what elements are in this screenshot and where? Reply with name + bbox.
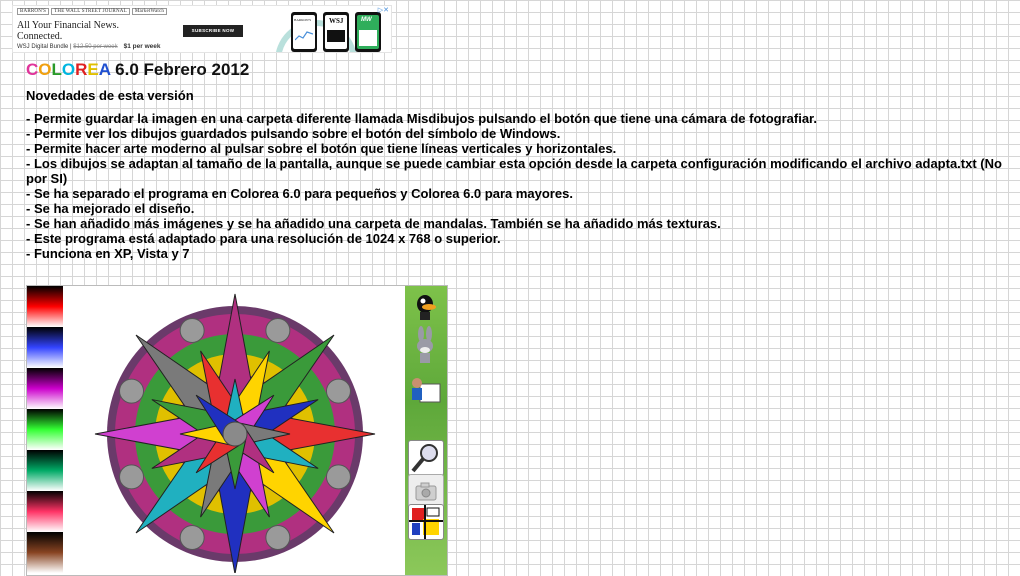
title-letter: A — [98, 60, 111, 79]
magnifier-icon[interactable] — [408, 440, 444, 476]
title-version: 6.0 Febrero 2012 — [110, 60, 250, 79]
ad-brand-marketwatch: MarketWatch — [132, 8, 167, 15]
ad-phone-list — [359, 30, 377, 46]
note-item: - Se ha mejorado el diseño. — [26, 201, 195, 216]
ad-brand-wsj: THE WALL STREET JOURNAL — [51, 8, 130, 15]
title-letter: O — [61, 60, 76, 79]
release-notes — [26, 111, 1006, 261]
ad-price-line: WSJ Digital Bundle | $12.50 per week $1 per week — [17, 43, 161, 50]
ad-old-price: $12.50 per week — [73, 44, 118, 50]
ad-phone-photo — [327, 30, 345, 42]
mondrian-icon[interactable] — [408, 504, 444, 540]
title-letter: L — [51, 60, 62, 79]
note-item: - Permite ver los dibujos guardados pulsando sobre el botón del símbolo de Windows. — [26, 126, 561, 141]
drawing-canvas — [65, 288, 405, 573]
mandala-stud — [326, 465, 350, 489]
palette-swatch[interactable] — [27, 409, 63, 450]
palette-swatch[interactable] — [27, 327, 63, 368]
ad-bundle-name: WSJ Digital Bundle — [17, 44, 69, 50]
ad-phone-label-mw: MW — [361, 17, 372, 23]
color-palette — [27, 286, 63, 575]
mandala-stud — [266, 319, 290, 343]
mandala-stud — [180, 319, 204, 343]
daffy-duck-icon[interactable] — [408, 288, 442, 322]
ad-headline: All Your Financial News. Connected. — [17, 20, 119, 42]
ad-phone-chart-icon — [295, 28, 313, 44]
page-title — [26, 60, 249, 80]
ad-new-price: $1 per week — [123, 43, 161, 50]
mandala-image — [65, 288, 405, 573]
note-item: - Este programa está adaptado para una resolución de 1024 x 768 o superior. — [26, 231, 501, 246]
section-heading: Novedades de esta versión — [26, 88, 194, 103]
palette-swatch[interactable] — [27, 286, 63, 327]
mandala-center-stud — [223, 422, 247, 446]
ad-banner[interactable] — [12, 5, 392, 53]
mandala-stud — [180, 525, 204, 549]
title-letter: C — [26, 60, 39, 79]
kid-drawing-icon[interactable] — [408, 374, 442, 408]
app-screenshot — [26, 285, 448, 576]
mandala-stud — [326, 379, 350, 403]
note-item: - Los dibujos se adaptan al tamaño de la pantalla, aunque se puede cambiar esta opción desde la carpeta configuración modificando el archivo adapta.txt (No por SI) — [26, 156, 1002, 186]
bugs-bunny-icon[interactable] — [408, 326, 442, 360]
note-item: - Funciona en XP, Vista y 7 — [26, 246, 190, 261]
ad-phone-marketwatch — [355, 12, 381, 52]
palette-swatch[interactable] — [27, 532, 63, 573]
ad-phones-image — [275, 10, 385, 52]
ad-phone-wsj — [323, 12, 349, 52]
ad-brand-barrons: BARRON'S — [17, 8, 49, 15]
ad-subscribe-button[interactable]: SUBSCRIBE NOW — [183, 25, 243, 37]
mandala-stud — [266, 525, 290, 549]
palette-swatch[interactable] — [27, 368, 63, 409]
ad-phone-barrons — [291, 12, 317, 52]
palette-swatch[interactable] — [27, 491, 63, 532]
title-letter: R — [75, 60, 88, 79]
palette-swatch[interactable] — [27, 450, 63, 491]
note-item: - Se ha separado el programa en Colorea 6.0 para pequeños y Colorea 6.0 para mayores. — [26, 186, 573, 201]
ad-phone-label-wsj: WSJ — [329, 17, 344, 25]
ad-brand-row — [17, 9, 169, 14]
mandala-stud — [120, 379, 144, 403]
ad-phone-label-barrons: BARRON'S — [294, 18, 312, 22]
ad-choices-icon[interactable]: ▷✕ — [377, 7, 389, 14]
title-letter: E — [87, 60, 99, 79]
note-item: - Se han añadido más imágenes y se ha añadido una carpeta de mandalas. También se ha añadido más texturas. — [26, 216, 721, 231]
mandala-stud — [120, 465, 144, 489]
note-item: - Permite hacer arte moderno al pulsar sobre el botón que tiene líneas verticales y horizontales. — [26, 141, 617, 156]
note-item: - Permite guardar la imagen en una carpeta diferente llamada Misdibujos pulsando el botón que tiene una cámara de fotografiar. — [26, 111, 818, 126]
title-letter: O — [38, 60, 52, 79]
tool-sidebar — [405, 286, 447, 575]
